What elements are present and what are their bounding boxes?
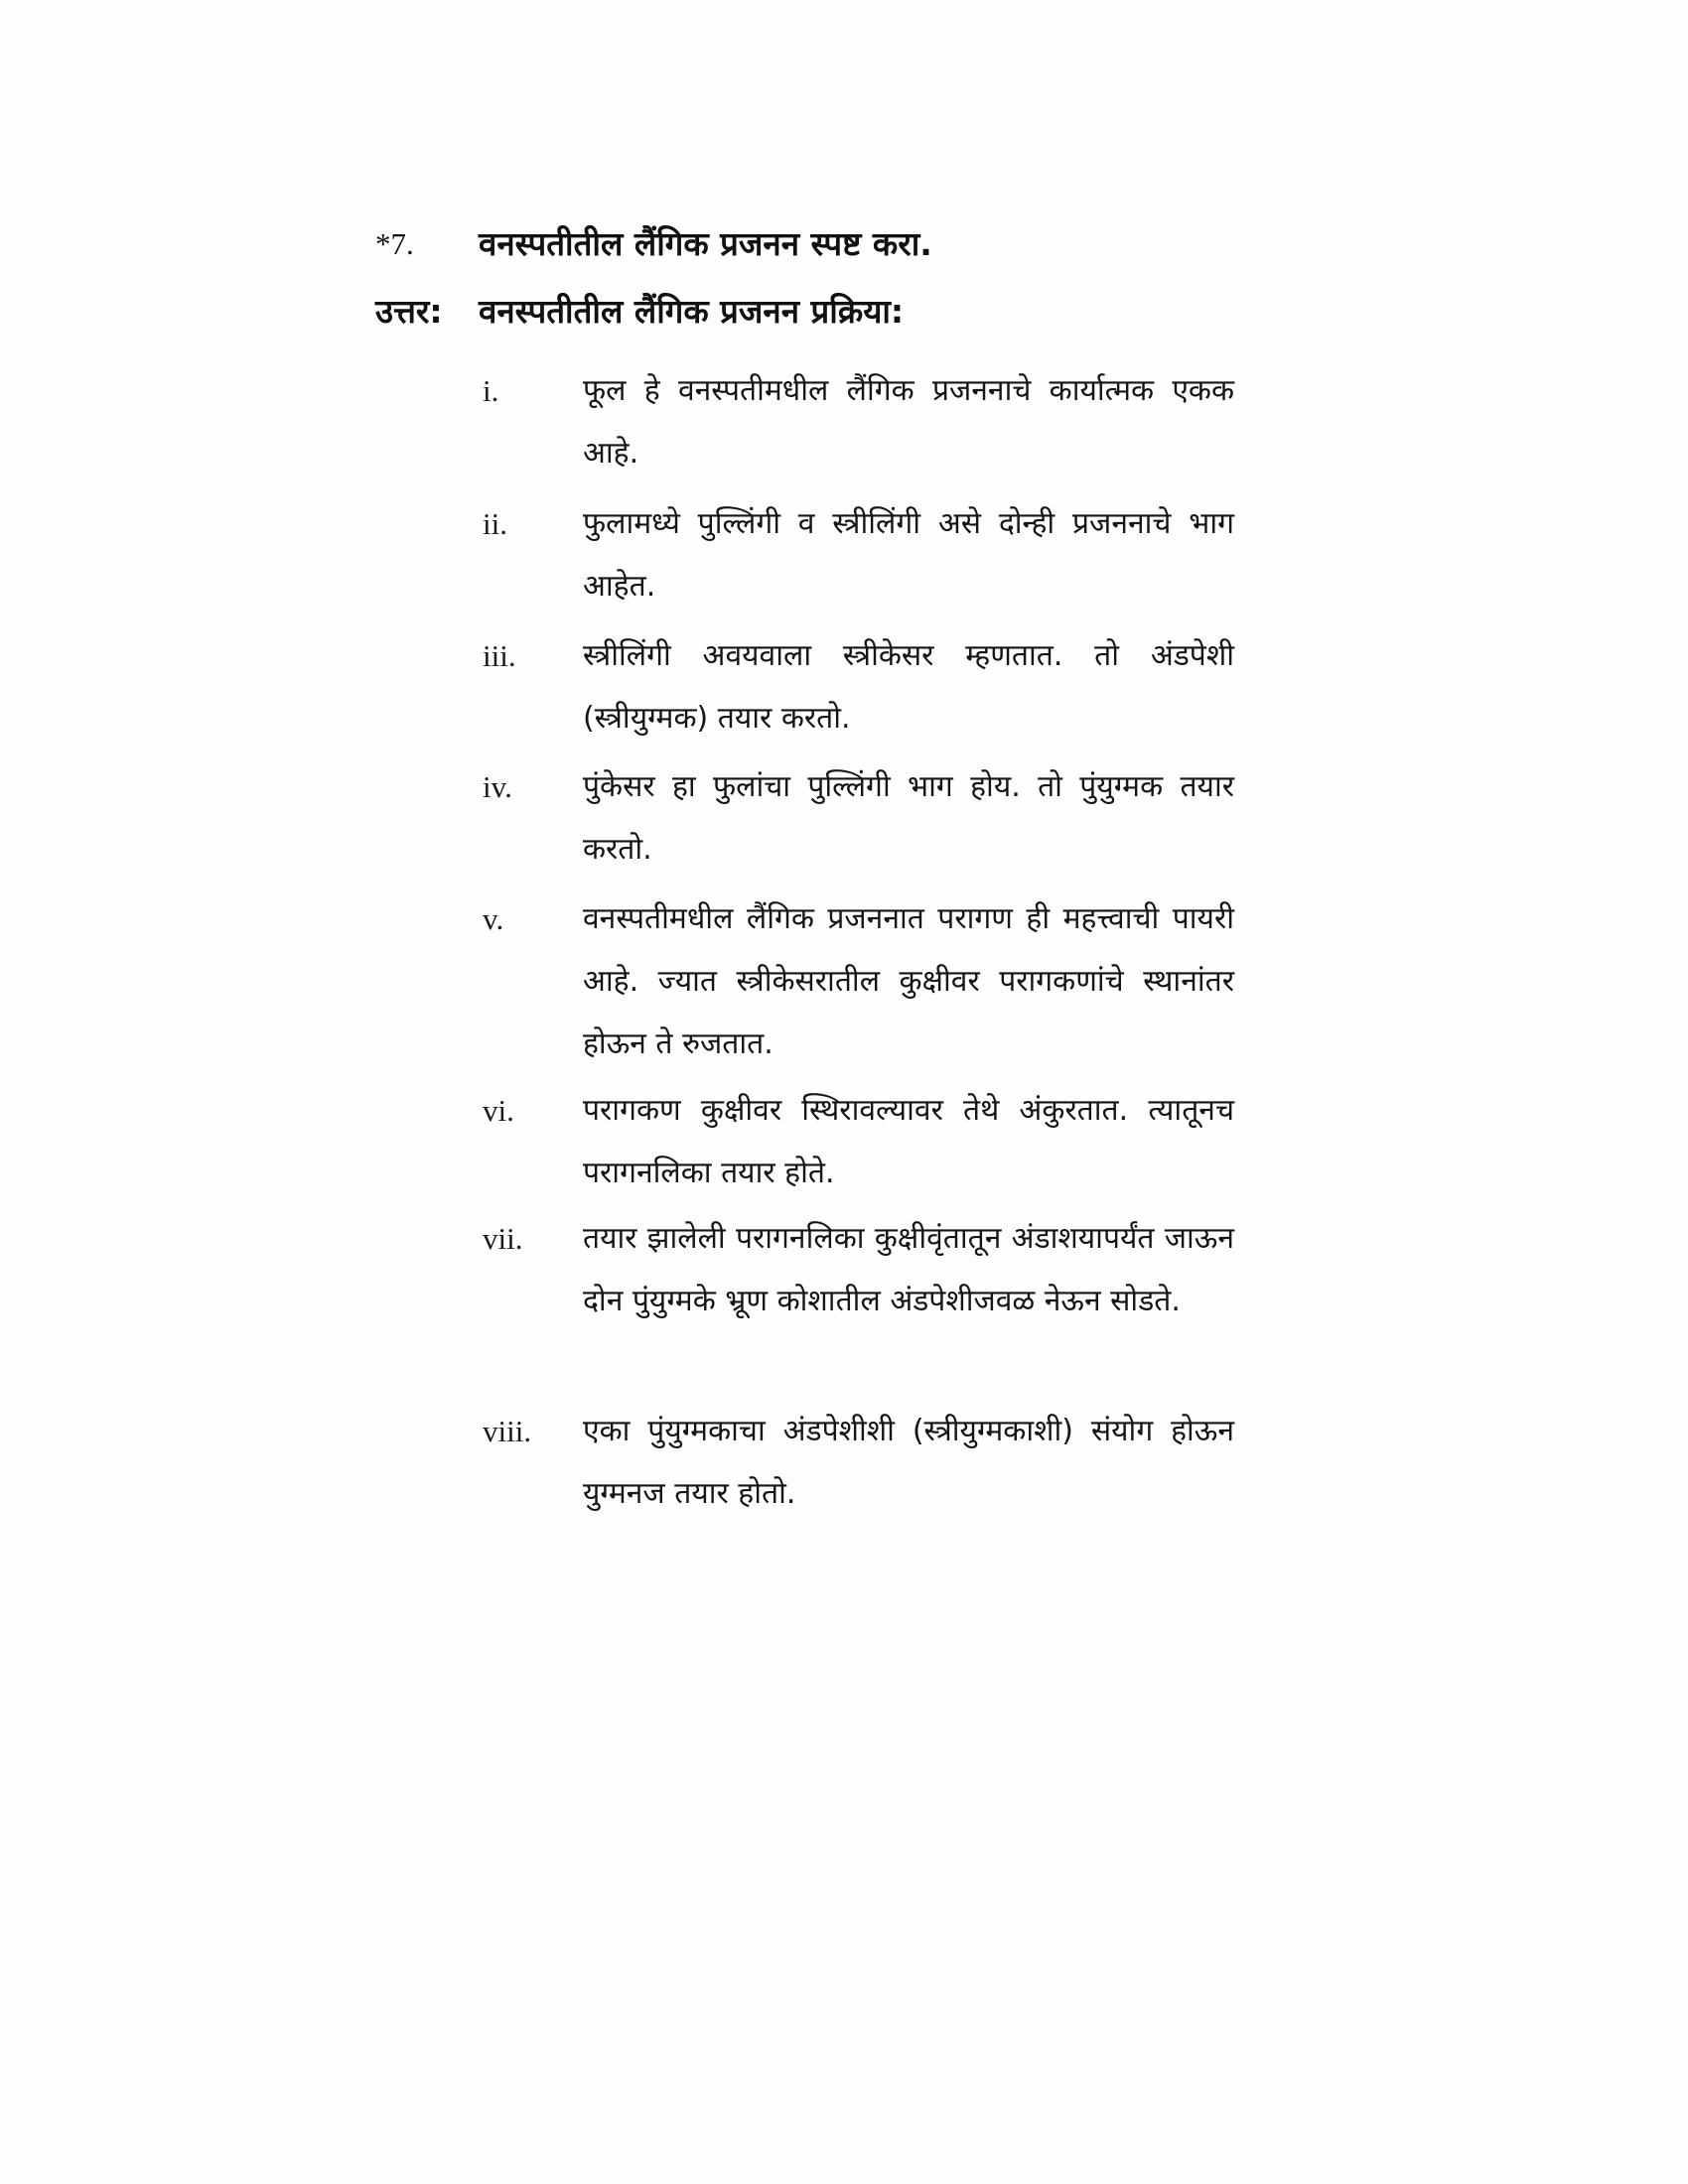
point-text: परागकण कुक्षीवर स्थिरावल्यावर तेथे अंकुरतात. त्यातूनच परागनलिका तयार होते. [583,1093,1234,1190]
point-marker: ii. [483,506,507,541]
point-marker: v. [483,901,504,936]
question-text: वनस्पतीतील लैंगिक प्रजनन स्पष्ट करा. [479,224,932,263]
answer-title: वनस्पतीतील लैंगिक प्रजनन प्रक्रिया: [479,292,905,331]
point-text: तयार झालेली परागनलिका कुक्षीवृंतातून अंडाशयापर्यंत जाऊन दोन पुंयुग्मके भ्रूण कोशातील अंडपेशीजवळ नेऊन सोडते. [583,1221,1234,1318]
point-text: एका पुंयुग्मकाचा अंडपेशीशी (स्त्रीयुग्मकाशी) संयोग होऊन युग्मनज तयार होतो. [583,1414,1234,1511]
point-text: फुलामध्ये पुल्लिंगी व स्त्रीलिंगी असे दोन्ही प्रजननाचे भाग आहेत. [583,506,1234,604]
question-number: *7. [375,226,414,261]
answer-label: उत्तर: [375,292,443,331]
point-marker: vi. [483,1093,514,1128]
point-marker: i. [483,373,499,408]
point-text: फूल हे वनस्पतीमधील लैंगिक प्रजननाचे कार्यात्मक एकक आहे. [583,373,1234,471]
point-text: वनस्पतीमधील लैंगिक प्रजननात परागण ही महत्त्वाची पायरी आहे. ज्यात स्त्रीकेसरातील कुक्षीवर परागकणांचे स्थानांतर होऊन ते रुजतात. [583,901,1234,1061]
point-marker: iv. [483,769,512,804]
point-marker: viii. [483,1414,532,1448]
point-text: पुंकेसर हा फुलांचा पुल्लिंगी भाग होय. तो पुंयुग्मक तयार करतो. [583,769,1234,867]
point-marker: iii. [483,638,516,673]
point-marker: vii. [483,1221,523,1256]
point-text: स्त्रीलिंगी अवयवाला स्त्रीकेसर म्हणतात. तो अंडपेशी (स्त्रीयुग्मक) तयार करतो. [583,638,1234,736]
